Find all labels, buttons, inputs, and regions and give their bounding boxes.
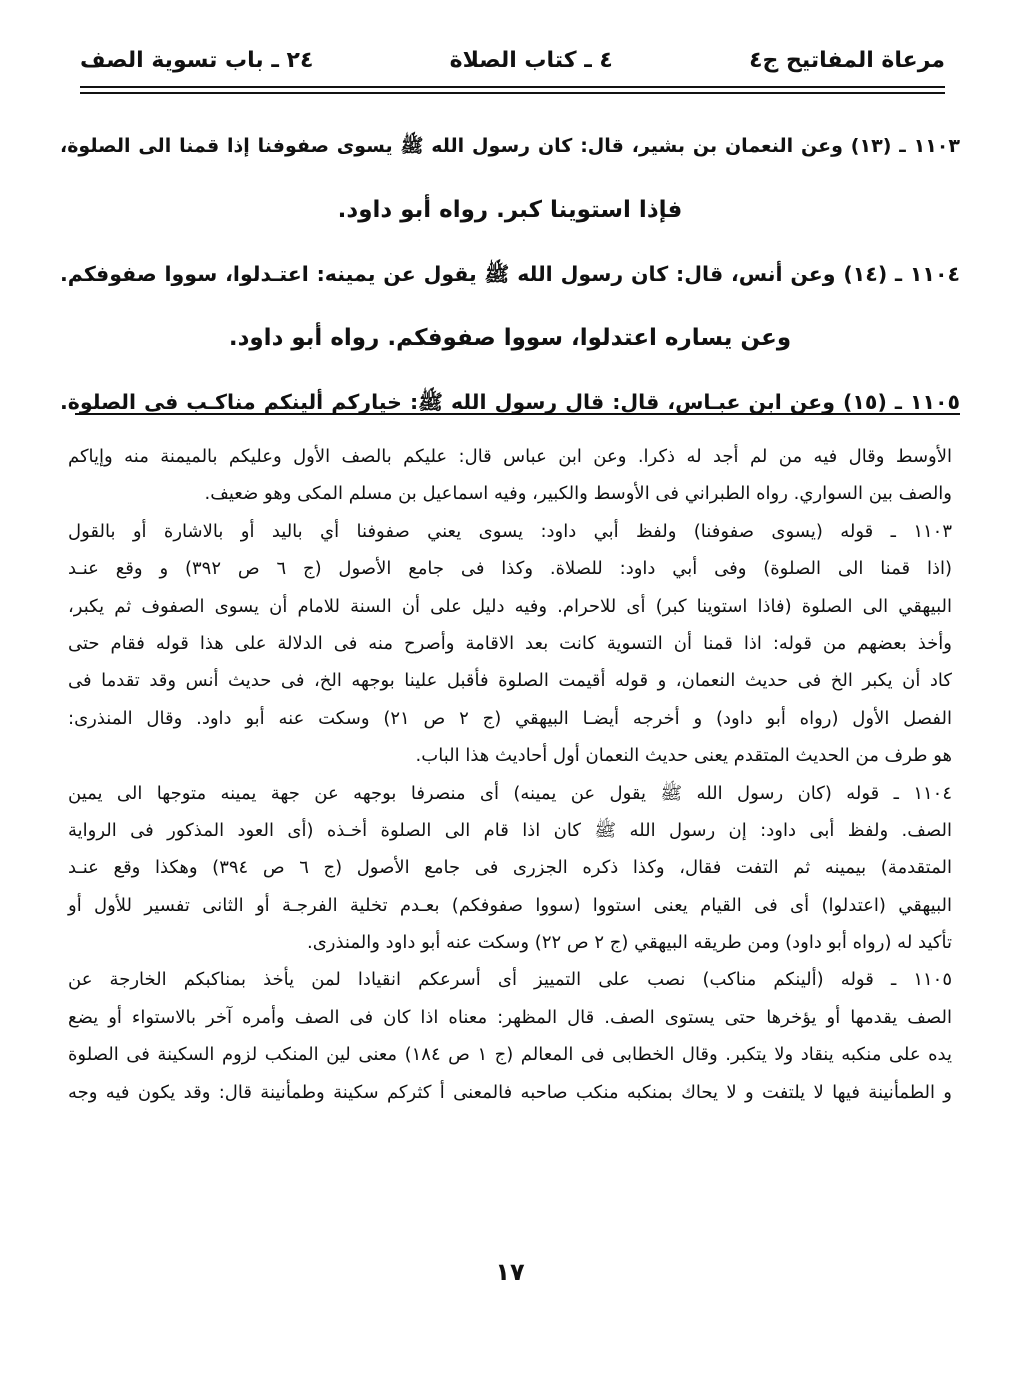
- header-rule-top: [80, 86, 945, 88]
- running-header: [80, 40, 945, 80]
- commentary-line: والصف بين السواري. رواه الطبراني فى الأوسط والكبير، وفيه اسماعيل بن مسلم المكى وهو ضعيف.: [204, 483, 952, 505]
- commentary-line: ١١٠٣ ـ قوله (يسوى صفوفنا) ولفظ أبي داود: يسوى يعني صفوفنا أي باليد أو بالاشارة أو بالقول: [68, 520, 952, 542]
- header-rule-bottom: [80, 92, 945, 94]
- commentary-line: (اذا قمنا الى الصلوة) وفى أبي داود: للصلاة. وكذا فى جامع الأصول (ج ٦ ص ٣٩٢) و وقع عنـد: [68, 558, 952, 580]
- commentary-line: و الطمأنينة فيها لا يلتفت و لا يحاك بمنكبه منكب صاحبه فالمعنى أ كثركم سكينة وطمأنينة قال: وقد يكون فيه وجه: [68, 1081, 952, 1103]
- commentary-line: البيهقي الى الصلوة (فاذا استوينا كبر) أى للاحرام. وفيه دليل على أن السنة للامام أن يسوى الصفوف ثم يكبر،: [68, 595, 952, 617]
- commentary-line: وأخذ بعضهم من قوله: اذا قمنا أن التسوية كانت بعد الاقامة وأصرح منه فى الدلالة على هذا قوله فقام حتى: [68, 632, 952, 654]
- commentary-line: كاد أن يكبر الخ فى حديث النعمان، و قوله أقيمت الصلوة فأقبل علينا بوجهه الخ، فى حديث أنس وقد تقدما فى: [68, 670, 952, 692]
- hadith-line: ١١٠٥ ـ (١٥) وعن ابن عبـاس، قال: قال رسول الله ﷺ: خياركم ألينكم مناكـب فى الصلوة.: [60, 390, 961, 414]
- hadith-line: ١١٠٣ ـ (١٣) وعن النعمان بن بشير، قال: كان رسول الله ﷺ يسوى صفوفنا إذا قمنا الى الصلوة،: [60, 135, 960, 157]
- commentary-line: الصف يقدمها أو يؤخرها حتى يستوى الصف. قال المظهر: معناه اذا كان فى الصف وأمره آخر بالاستواء أو يضع: [68, 1006, 952, 1028]
- commentary-line: الفصل الأول (رواه أبو داود) و أخرجه أيضـا البيهقي (ج ٢ ص ٢١) وسكت عنه أبو داود. وقال المنذرى:: [68, 707, 952, 729]
- commentary-line: المتقدمة) بيمينه ثم التفت فقال، وكذا ذكره الجزرى فى جامع الأصول (ج ٦ ص ٣٩٤) وهكذا وقع عنـد: [68, 857, 952, 879]
- hadith-line: ١١٠٤ ـ (١٤) وعن أنس، قال: كان رسول الله ﷺ يقول عن يمينه: اعتـدلوا، سووا صفوفكم.: [60, 262, 960, 286]
- commentary-line: تأكيد له (رواه أبو داود) ومن طريقه البيهقي (ج ٢ ص ٢٢) وسكت عنه أبو داود والمنذرى.: [306, 932, 952, 954]
- hadith-line: وعن يساره اعتدلوا، سووا صفوفكم. رواه أبو داود.: [228, 325, 792, 351]
- commentary-line: الصف. ولفظ أبى داود: إن رسول الله ﷺ كان اذا قام الى الصلوة أخـذه (أى العود المذكور فى الرواية: [68, 819, 952, 841]
- page-number: ١٧: [495, 1258, 525, 1286]
- commentary-line: الأوسط وقال فيه من لم أجد له ذكرا. وعن ابن عباس قال: عليكم بالصف الأول وعليكم بالميمنة منه وإياكم: [68, 446, 952, 467]
- commentary-line: ١١٠٤ ـ قوله (كان رسول الله ﷺ يقول عن يمينه) أى منصرفا بوجهه عن جهة يمينه متوجها الى يمين: [68, 782, 952, 804]
- commentary-line: يده على منكبه ينقاد ولا يتكبر. وقال الخطابى فى المعالم (ج ١ ص ١٨٤) معنى لين المنكب لزوم السكينة فى الصلوة: [68, 1044, 952, 1066]
- header-book-title: مرعاة المفاتيح ج٤: [749, 47, 945, 73]
- commentary-line: البيهقي (اعتدلوا) أى فى القيام يعنى استووا (سووا صفوفكم) بعـدم تخلية الفرجـة أو الثانى تفسير للأول أو: [68, 894, 952, 916]
- commentary-line: ١١٠٥ ـ قوله (ألينكم مناكب) نصب على التمييز أى أسرعكم انقيادا لمن يأخذ بمناكبكم الخارجة عن: [68, 969, 952, 991]
- header-chapter: ٤ ـ كتاب الصلاة: [449, 47, 613, 73]
- hadith-text-block: [60, 114, 960, 434]
- commentary-divider: [75, 413, 960, 415]
- header-section: ٢٤ ـ باب تسوية الصف: [80, 47, 314, 73]
- commentary-line: هو طرف من الحديث المتقدم يعنى حديث النعمان أول أحاديث هذا الباب.: [415, 745, 952, 767]
- commentary-block: [68, 438, 952, 1111]
- hadith-line: فإذا استوينا كبر. رواه أبو داود.: [337, 197, 683, 223]
